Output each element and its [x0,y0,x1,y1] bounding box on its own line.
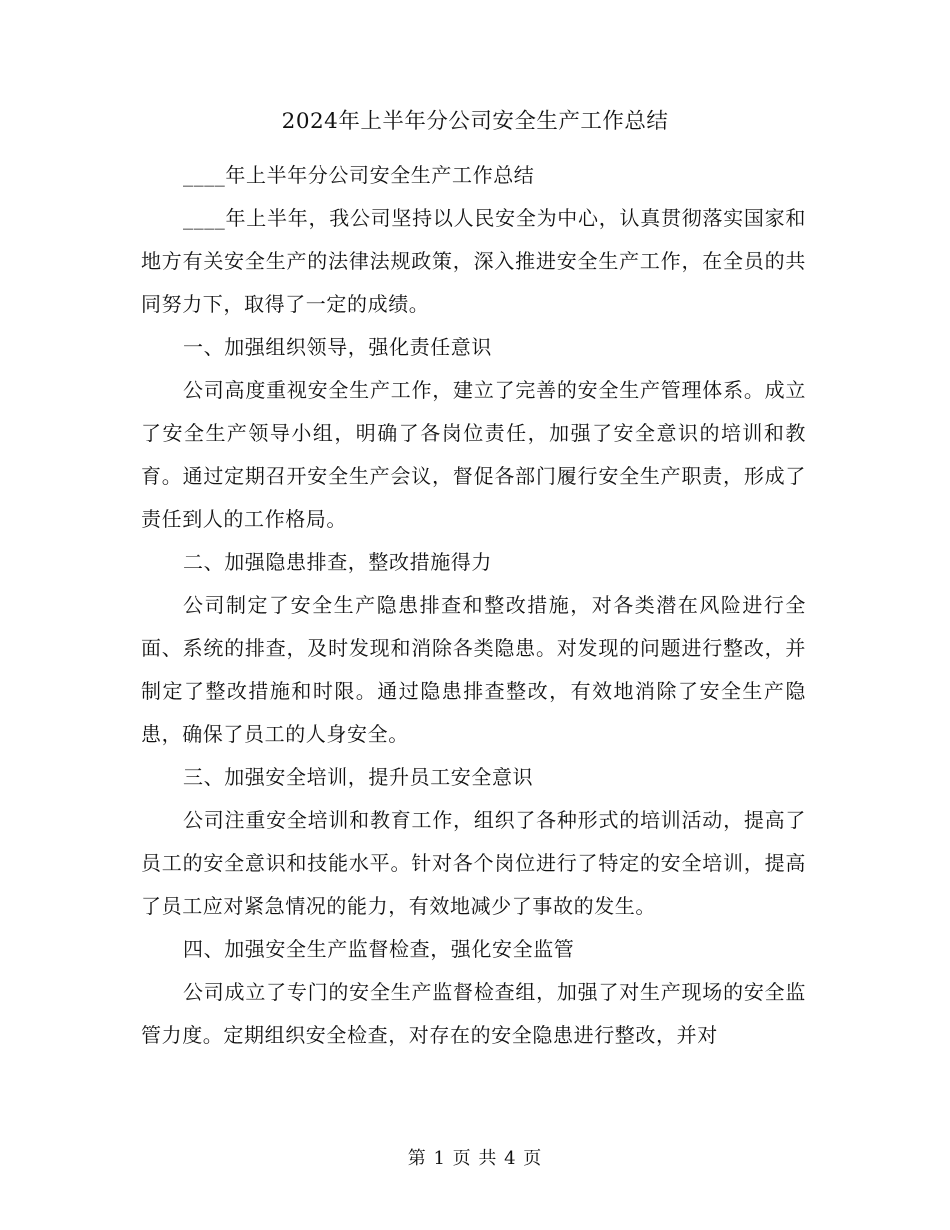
section-heading-4: 四、加强安全生产监督检查，强化安全监管 [183,937,575,961]
section-body-1: 公司高度重视安全生产工作，建立了完善的安全生产管理体系。成立了安全生产领导小组，明确了各岗位责任，加强了安全意识的培训和教育。通过定期召开安全生产会议，督促各部门履行安全生产职责，形成了责任到人的工作格局。 [141,378,806,531]
section-heading-3: 三、加强安全培训，提升员工安全意识 [183,765,534,789]
section-heading-1: 一、加强组织领导，强化责任意识 [183,335,492,359]
section-body-4: 公司成立了专门的安全生产监督检查组，加强了对生产现场的安全监管力度。定期组织安全检查，对存在的安全隐患进行整改，并对 [141,980,806,1047]
intro-paragraph: ____年上半年，我公司坚持以人民安全为中心，认真贯彻落实国家和地方有关安全生产的法律法规政策，深入推进安全生产工作，在全员的共同努力下，取得了一定的成绩。 [141,206,806,316]
section-body-2: 公司制定了安全生产隐患排查和整改措施，对各类潜在风险进行全面、系统的排查，及时发现和消除各类隐患。对发现的问题进行整改，并制定了整改措施和时限。通过隐患排查整改，有效地消除了安全生产隐患，确保了员工的人身安全。 [141,593,806,746]
section-heading-2: 二、加强隐患排查，整改措施得力 [183,550,492,574]
section-body-3: 公司注重安全培训和教育工作，组织了各种形式的培训活动，提高了员工的安全意识和技能水平。针对各个岗位进行了特定的安全培训，提高了员工应对紧急情况的能力，有效地减少了事故的发生。 [141,808,806,918]
subtitle-paragraph: ____年上半年分公司安全生产工作总结 [183,163,535,187]
document-title: 2024年上半年分公司安全生产工作总结 [281,109,669,134]
page-number-footer: 第 1 页 共 4 页 [407,1148,543,1169]
document-body [141,154,806,1057]
